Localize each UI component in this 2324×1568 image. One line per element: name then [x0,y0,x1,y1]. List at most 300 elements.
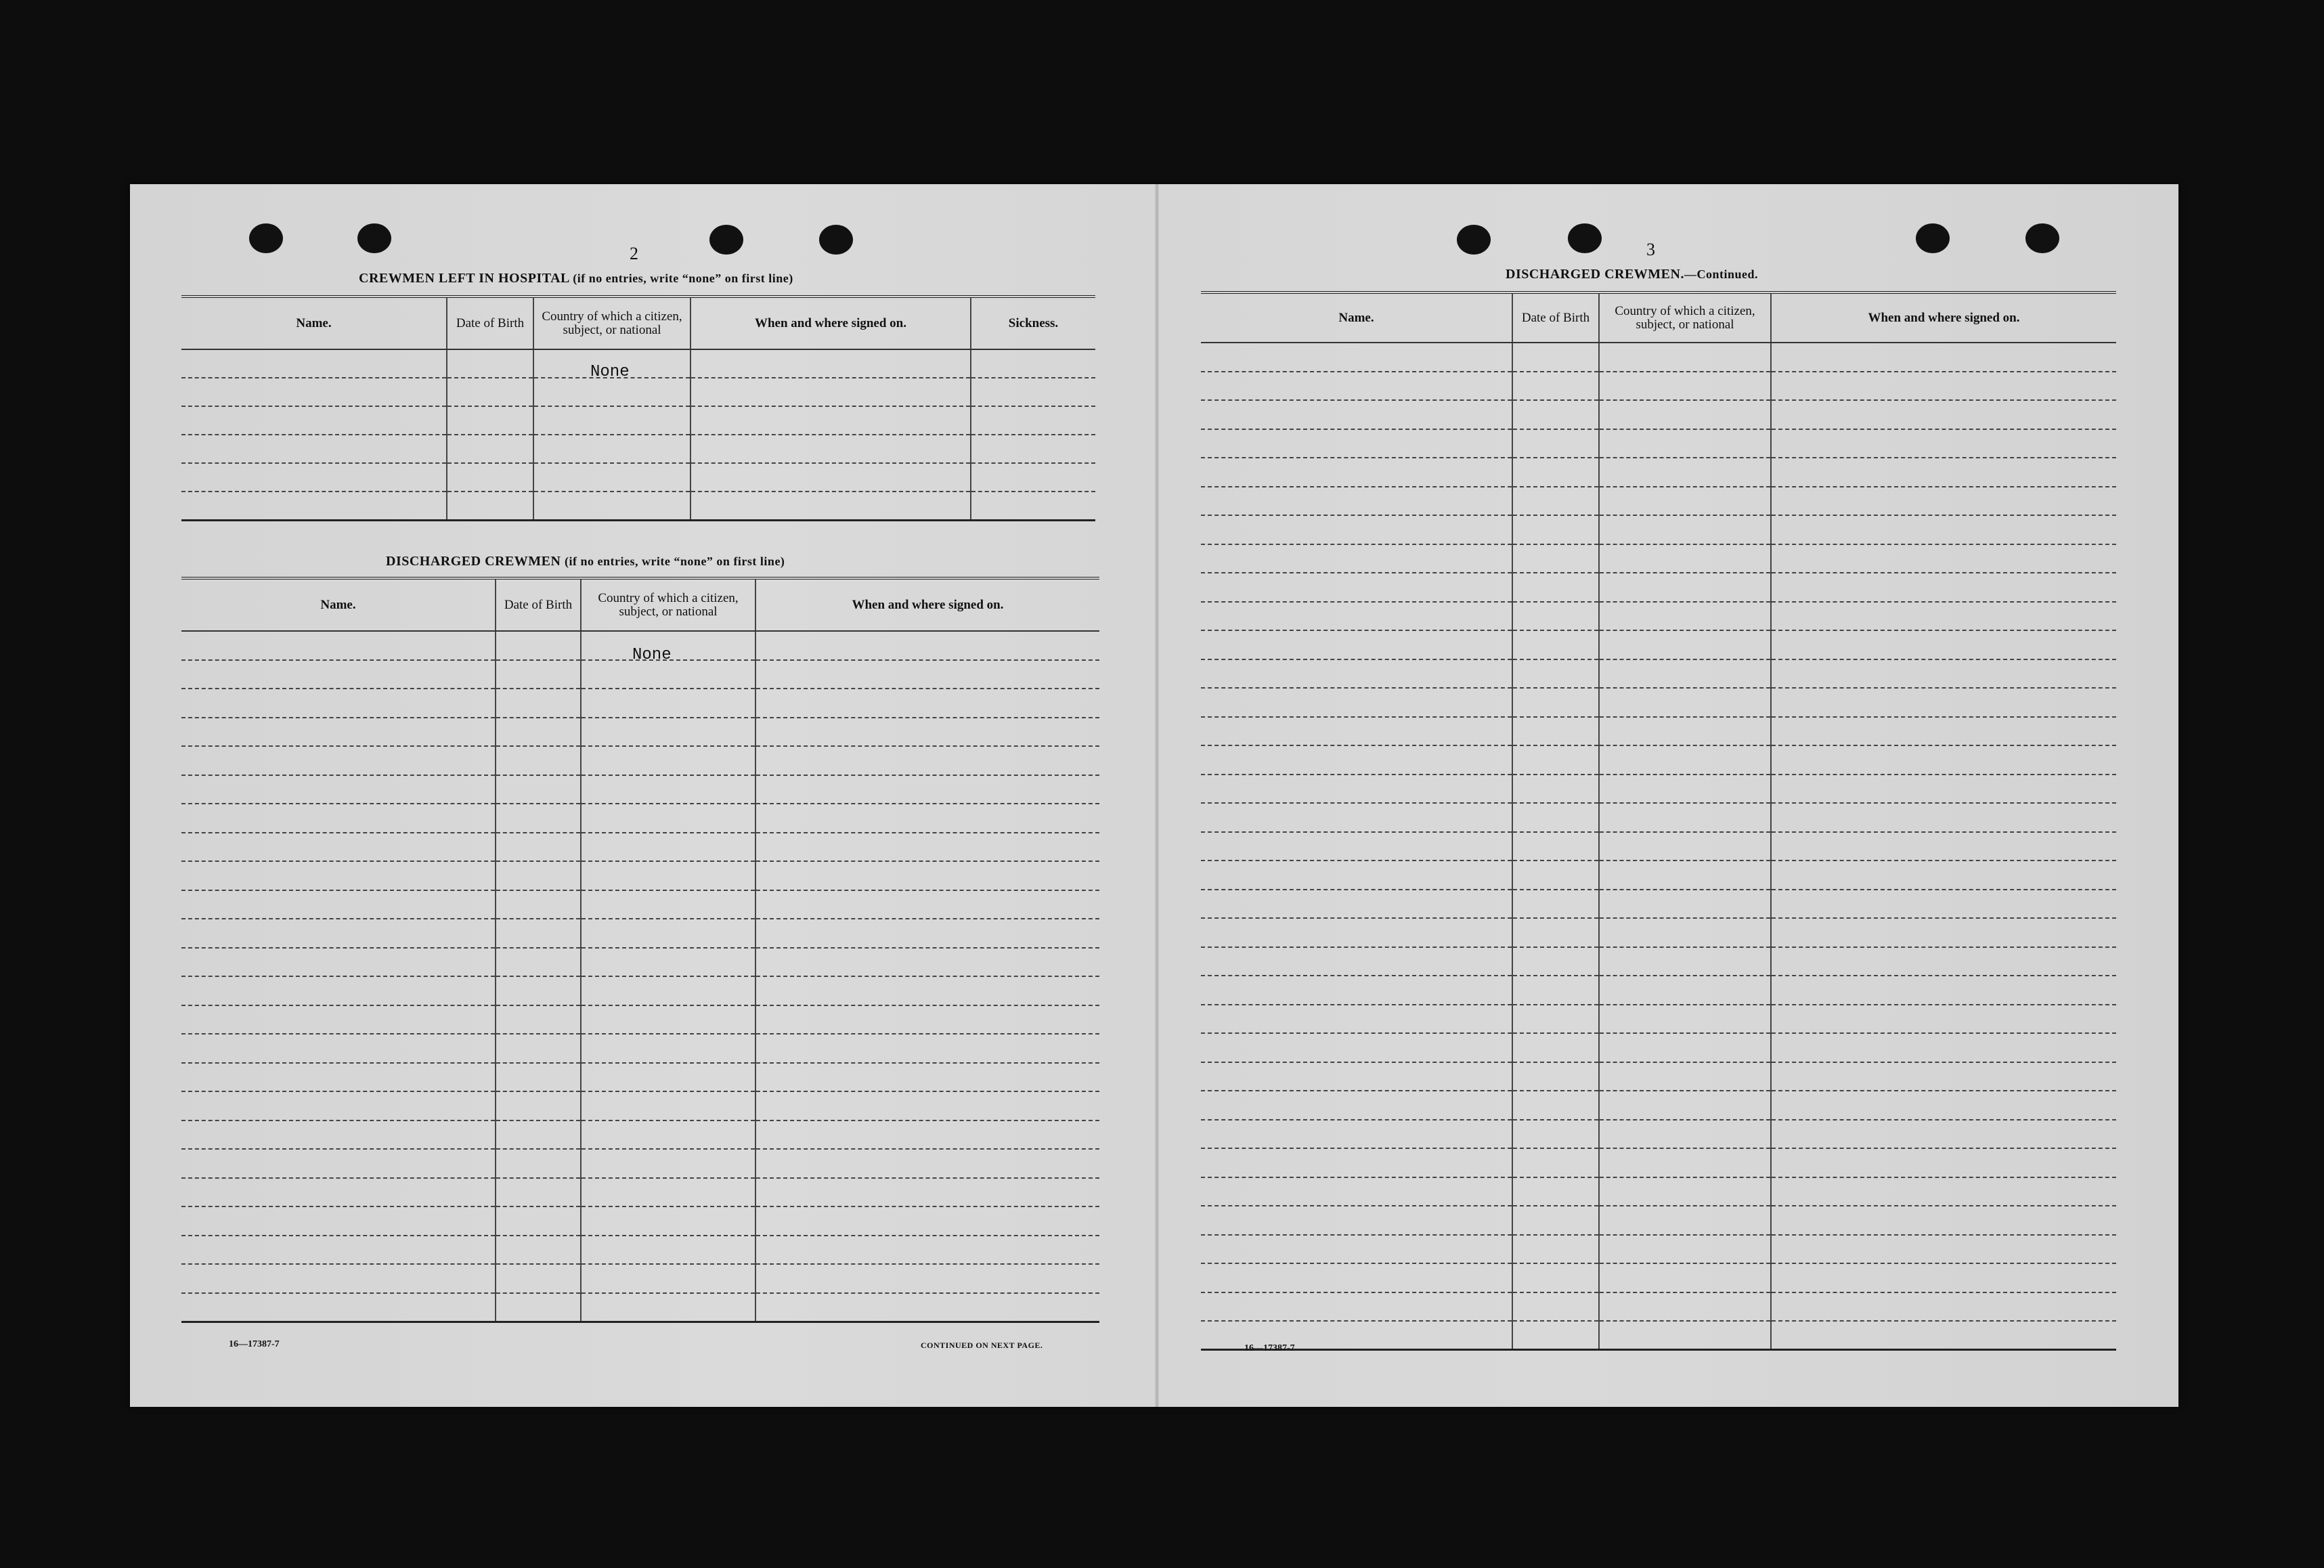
table-cell [181,463,447,492]
table-row [1201,487,2116,516]
table-cell [755,631,1099,660]
punch-hole [2025,223,2059,253]
table-row [1201,1148,2116,1177]
table-cell [971,406,1095,435]
table-cell [581,861,755,890]
table-cell [181,1236,496,1265]
table-row [181,775,1099,804]
form-number-right: 16—17387-7 [1244,1343,1295,1353]
table-cell [1512,1321,1599,1350]
table-cell [1201,1005,1512,1034]
table-cell [755,1120,1099,1150]
table-cell [581,976,755,1005]
table-cell [581,919,755,948]
table-cell [690,349,971,378]
table-cell [1599,400,1771,429]
table-cell [496,660,581,689]
table-cell [755,833,1099,862]
table-row [1201,976,2116,1005]
hospital-note-text: (if no entries, write “none” on first line) [573,271,793,285]
table-cell [1771,1292,2116,1322]
table-cell [1771,976,2116,1005]
table-cell [1512,1177,1599,1206]
col-header-sickness: Sickness. [971,297,1095,349]
table-row [1201,1033,2116,1062]
table-cell [1599,890,1771,919]
form-number-left: 16—17387-7 [229,1339,280,1349]
table-cell [1599,1321,1771,1350]
table-cell [1512,1263,1599,1292]
table-cell [690,463,971,492]
table-cell [1599,1005,1771,1034]
table-cell [1512,1292,1599,1322]
table-cell [755,804,1099,833]
table-cell [1512,890,1599,919]
table-cell [1201,602,1512,631]
table-cell [447,349,533,378]
table-cell [1771,602,2116,631]
table-cell [1771,458,2116,487]
table-cell [1512,630,1599,659]
hospital-table [181,295,1095,521]
table-cell [1771,400,2116,429]
table-cell [581,718,755,747]
table-cell [581,1264,755,1293]
table-row [1201,890,2116,919]
table-row [181,1236,1099,1265]
table-cell [755,948,1099,977]
table-cell [690,406,971,435]
table-cell [1771,1148,2116,1177]
table-cell [1771,1005,2116,1034]
hospital-title-text: CREWMEN LEFT IN HOSPITAL [359,271,569,286]
table-cell [1771,372,2116,401]
table-cell [181,833,496,862]
table-row [181,718,1099,747]
table-cell [1599,458,1771,487]
table-cell [581,1091,755,1120]
table-cell [755,1005,1099,1035]
table-cell [1771,1177,2116,1206]
page-number-left: 2 [630,244,638,263]
table-row [181,890,1099,919]
table-cell [1512,1206,1599,1235]
table-cell [496,1206,581,1236]
table-cell [496,1063,581,1092]
table-cell [1771,1033,2116,1062]
table-cell [1512,803,1599,832]
table-cell [181,1120,496,1150]
table-cell [447,435,533,463]
table-cell [181,919,496,948]
table-row [1201,803,2116,832]
table-row [1201,918,2116,947]
punch-hole [1457,225,1491,255]
table-row [1201,745,2116,775]
col-header-dob: Date of Birth [447,297,533,349]
table-cell [755,775,1099,804]
table-cell [1201,429,1512,458]
table-cell [496,1178,581,1207]
table-cell [1201,832,1512,861]
table-cell [1201,803,1512,832]
table-row [181,1178,1099,1207]
table-cell [496,948,581,977]
table-cell [181,861,496,890]
table-cell [1512,947,1599,976]
table-cell [496,919,581,948]
table-row [1201,1091,2116,1120]
table-cell [1201,487,1512,516]
table-cell [1201,1033,1512,1062]
table-cell [581,775,755,804]
table-cell [1201,947,1512,976]
table-row [1201,947,2116,976]
table-cell [581,746,755,775]
table-cell [1771,861,2116,890]
hospital-rows [181,349,1095,520]
table-row [181,976,1099,1005]
table-row [1201,861,2116,890]
table-cell [690,492,971,520]
table-cell [1599,717,1771,746]
table-cell [1599,803,1771,832]
table-cell [1771,1321,2116,1350]
table-cell [496,1236,581,1265]
table-cell [1512,458,1599,487]
discharged-section-title [386,554,785,569]
table-row [1201,1177,2116,1206]
table-row [1201,372,2116,401]
table-cell [1512,861,1599,890]
table-cell [1201,1177,1512,1206]
table-cell [1599,918,1771,947]
table-cell [755,1091,1099,1120]
table-cell [1201,1148,1512,1177]
table-cell [1599,1292,1771,1322]
punch-hole [1568,223,1602,253]
table-cell [496,746,581,775]
col-header-dob: Date of Birth [496,578,581,631]
table-cell [1512,745,1599,775]
table-cell [1512,1033,1599,1062]
table-cell [1512,602,1599,631]
table-row [1201,1292,2116,1322]
table-row [1201,1235,2116,1264]
table-row [1201,515,2116,544]
col-header-dob: Date of Birth [1512,292,1599,343]
table-cell [447,406,533,435]
table-cell [533,435,690,463]
table-cell [1599,1148,1771,1177]
table-cell [1201,745,1512,775]
table-cell [581,1178,755,1207]
table-row [1201,832,2116,861]
table-cell [755,718,1099,747]
table-cell [1201,890,1512,919]
table-cell [1599,573,1771,602]
table-row [1201,1206,2116,1235]
table-cell [1201,1292,1512,1322]
table-cell [1512,1120,1599,1149]
discharged-table-right [1201,291,2116,1351]
table-cell [181,718,496,747]
col-header-country: Country of which a citizen, subject, or national [1599,292,1771,343]
col-header-name: Name. [181,578,496,631]
table-cell [1771,1091,2116,1120]
table-cell [1599,630,1771,659]
table-cell [181,1293,496,1322]
table-cell [581,1034,755,1063]
table-cell [496,1091,581,1120]
table-cell [496,1005,581,1035]
table-row [1201,775,2116,804]
table-cell [581,804,755,833]
table-cell [581,1293,755,1322]
table-cell [1512,515,1599,544]
table-cell [1512,832,1599,861]
table-cell [1771,1062,2116,1091]
table-cell [181,948,496,977]
table-cell [755,1293,1099,1322]
punch-hole [1916,223,1950,253]
table-cell [1201,688,1512,717]
table-cell [1599,429,1771,458]
table-cell [971,492,1095,520]
discharged-continued-title [1506,267,1758,282]
table-cell [1201,659,1512,689]
table-cell [755,1149,1099,1178]
table-cell [581,890,755,919]
table-row [181,861,1099,890]
table-cell [690,378,971,406]
table-row [181,1091,1099,1120]
table-cell [181,1063,496,1092]
table-cell [1512,775,1599,804]
table-cell [1512,1005,1599,1034]
table-row [1201,717,2116,746]
table-cell [971,435,1095,463]
discharged-entry-none: None [632,646,672,664]
table-row [181,689,1099,718]
table-cell [1201,1235,1512,1264]
table-row [181,804,1099,833]
table-cell [1512,429,1599,458]
table-cell [1599,1263,1771,1292]
table-cell [1201,458,1512,487]
col-header-signed-on: When and where signed on. [755,578,1099,631]
table-cell [447,378,533,406]
punch-hole [357,223,391,253]
table-cell [755,976,1099,1005]
punch-hole [249,223,283,253]
table-row [1201,630,2116,659]
table-row [181,919,1099,948]
table-cell [581,948,755,977]
table-cell [1771,1235,2116,1264]
table-cell [1512,573,1599,602]
table-cell [496,775,581,804]
table-cell [1771,515,2116,544]
table-cell [1771,947,2116,976]
table-cell [1599,602,1771,631]
table-cell [1599,947,1771,976]
table-cell [755,861,1099,890]
table-cell [1599,1206,1771,1235]
table-row [181,833,1099,862]
ledger-sheet [130,184,2178,1407]
right-title-suffix: —Continued. [1684,267,1758,281]
table-cell [690,435,971,463]
table-cell [1512,400,1599,429]
col-header-signed-on: When and where signed on. [690,297,971,349]
table-cell [181,1206,496,1236]
table-cell [755,689,1099,718]
table-cell [1771,1263,2116,1292]
table-row [1201,458,2116,487]
table-cell [496,1293,581,1322]
table-cell [971,349,1095,378]
table-cell [1599,1177,1771,1206]
table-cell [1771,487,2116,516]
table-row [1201,573,2116,602]
table-cell [755,1178,1099,1207]
table-cell [181,804,496,833]
table-cell [496,689,581,718]
col-header-country: Country of which a citizen, subject, or national [581,578,755,631]
table-cell [181,1005,496,1035]
table-cell [181,1091,496,1120]
page-fold [1155,184,1159,1407]
table-cell [1771,832,2116,861]
table-cell [1599,515,1771,544]
table-cell [1599,1033,1771,1062]
table-cell [181,1264,496,1293]
table-cell [1771,890,2116,919]
table-cell [1771,343,2116,372]
right-title-text: DISCHARGED CREWMEN. [1506,267,1684,282]
table-cell [496,1120,581,1150]
table-cell [1201,372,1512,401]
table-cell [1512,1091,1599,1120]
table-cell [1201,630,1512,659]
table-cell [533,463,690,492]
table-row [1201,602,2116,631]
table-cell [181,976,496,1005]
table-cell [181,890,496,919]
table-cell [1201,1206,1512,1235]
table-cell [181,689,496,718]
col-header-signed-on: When and where signed on. [1771,292,2116,343]
table-cell [1599,659,1771,689]
table-cell [1201,717,1512,746]
table-cell [1201,1263,1512,1292]
table-cell [1771,1120,2116,1149]
table-row [1201,1263,2116,1292]
table-cell [1599,372,1771,401]
table-cell [755,1236,1099,1265]
table-cell [755,890,1099,919]
table-cell [1201,544,1512,573]
table-cell [1512,688,1599,717]
table-cell [581,689,755,718]
table-cell [1771,659,2116,689]
table-cell [181,775,496,804]
table-cell [496,631,581,660]
table-cell [181,349,447,378]
table-cell [1771,1206,2116,1235]
table-cell [1599,1062,1771,1091]
table-row [181,1264,1099,1293]
table-cell [1201,918,1512,947]
table-cell [1201,1062,1512,1091]
table-row [1201,688,2116,717]
table-row [181,1149,1099,1178]
page-number-right: 3 [1646,240,1655,259]
table-cell [755,1206,1099,1236]
table-cell [1771,775,2116,804]
table-cell [1512,372,1599,401]
table-row [1201,1005,2116,1034]
table-cell [1771,573,2116,602]
discharged-title-text: DISCHARGED CREWMEN [386,554,561,569]
table-cell [1771,630,2116,659]
table-cell [1201,775,1512,804]
table-cell [1201,400,1512,429]
table-cell [1201,861,1512,890]
table-cell [1599,832,1771,861]
table-cell [533,378,690,406]
table-cell [181,1178,496,1207]
table-cell [1201,515,1512,544]
table-cell [1512,717,1599,746]
table-row [1201,659,2116,689]
table-cell [181,435,447,463]
table-cell [1771,918,2116,947]
table-cell [496,1264,581,1293]
table-cell [581,1149,755,1178]
table-cell [496,890,581,919]
table-cell [1512,487,1599,516]
table-cell [581,1005,755,1035]
table-cell [1201,1120,1512,1149]
table-row [181,948,1099,977]
table-cell [1599,544,1771,573]
table-cell [496,976,581,1005]
table-cell [181,746,496,775]
table-cell [1599,775,1771,804]
table-cell [1599,487,1771,516]
table-cell [496,1034,581,1063]
table-cell [581,1236,755,1265]
table-cell [496,1149,581,1178]
table-cell [971,463,1095,492]
table-cell [1771,429,2116,458]
table-cell [755,1063,1099,1092]
col-header-name: Name. [181,297,447,349]
table-cell [496,804,581,833]
table-cell [581,1063,755,1092]
table-cell [581,1206,755,1236]
punch-hole [819,225,853,255]
table-cell [181,378,447,406]
table-cell [1512,976,1599,1005]
table-cell [1512,1235,1599,1264]
table-cell [1512,918,1599,947]
table-cell [755,746,1099,775]
table-cell [1599,688,1771,717]
punch-hole [709,225,743,255]
